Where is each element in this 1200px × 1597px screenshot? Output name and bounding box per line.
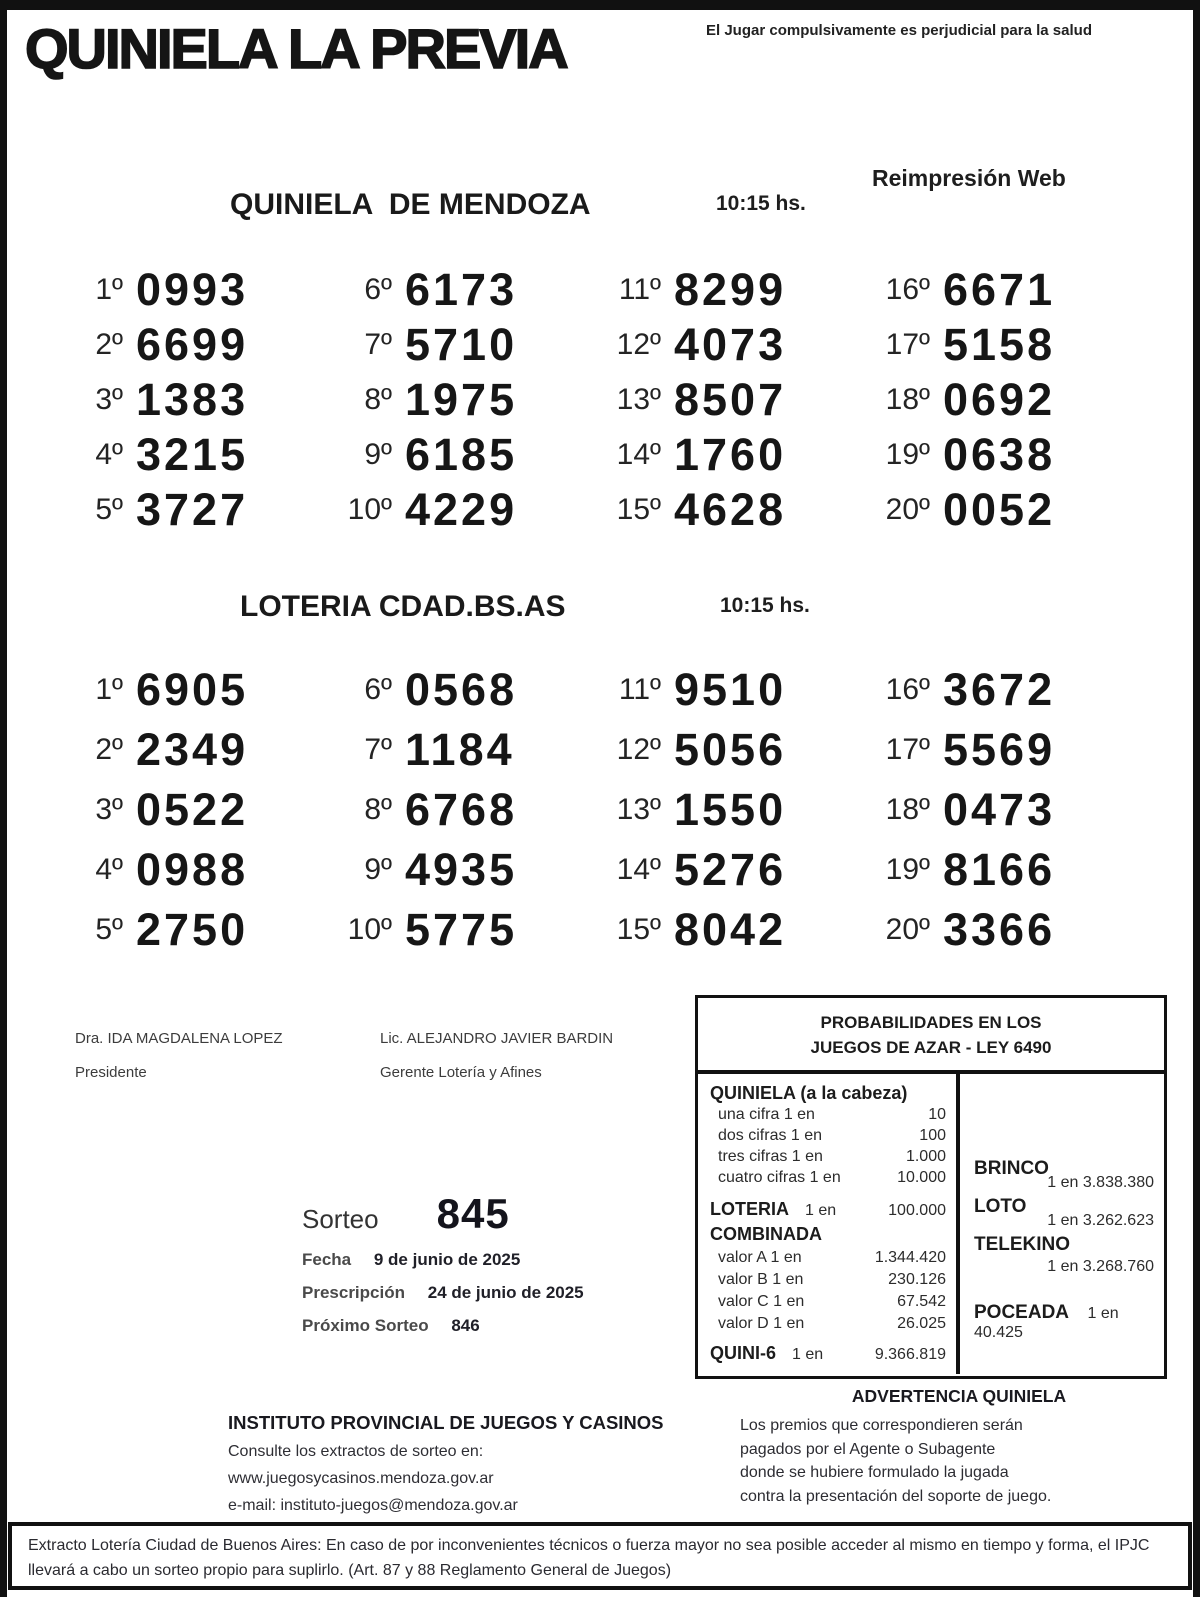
game-name: BRINCO	[974, 1158, 1049, 1179]
result-item	[331, 780, 600, 840]
result-number: 8042	[674, 904, 787, 955]
result-position: 8º	[364, 382, 392, 416]
result-number: 0988	[136, 844, 249, 895]
result-position: 2º	[95, 733, 123, 766]
result-number: 5710	[405, 318, 518, 370]
result-position: 8º	[364, 793, 392, 826]
result-item	[62, 317, 331, 372]
result-position: 3º	[95, 793, 123, 826]
result-position: 18º	[885, 382, 930, 416]
odds-label: valor A 1 en	[718, 1249, 802, 1266]
result-item	[331, 720, 600, 780]
odds-value: 230.126	[888, 1271, 946, 1288]
odds-value: 100	[919, 1127, 946, 1144]
signature-role: Gerente Lotería y Afines	[380, 1064, 542, 1081]
result-number: 2349	[136, 724, 249, 775]
result-position: 15º	[616, 913, 661, 946]
result-number: 6173	[405, 263, 518, 315]
odds-row	[710, 1269, 946, 1291]
signature-president	[75, 1030, 283, 1081]
quiniela-warning-line: pagados por el Agente o Subagente	[740, 1440, 996, 1458]
result-number: 4073	[674, 318, 787, 370]
result-number: 3366	[943, 904, 1056, 955]
result-position: 17º	[885, 327, 930, 361]
page-border-top	[0, 0, 1200, 10]
result-item	[62, 840, 331, 900]
draw-number-value: 845	[436, 1190, 510, 1237]
result-position: 14º	[616, 437, 661, 471]
result-position: 7º	[364, 327, 392, 361]
game-odds-item	[974, 1196, 1154, 1230]
result-position: 19º	[885, 853, 930, 886]
game-odds-value: 1 en 3.268.760	[1047, 1258, 1154, 1275]
institute-website: www.juegosycasinos.mendoza.gov.ar	[228, 1470, 494, 1487]
probabilities-title	[698, 998, 1164, 1074]
odds-row	[710, 1146, 946, 1167]
probabilities-right-column	[960, 1074, 1164, 1374]
result-position: 20º	[885, 913, 930, 946]
result-item	[600, 482, 869, 537]
result-number: 8166	[943, 844, 1056, 895]
result-position: 5º	[95, 492, 123, 526]
result-item	[869, 372, 1138, 427]
combinada-header: COMBINADA	[710, 1224, 822, 1244]
odds-label: valor C 1 en	[718, 1293, 805, 1310]
health-warning-text: El Jugar compulsivamente es perjudicial para la salud	[706, 22, 1092, 39]
result-item	[62, 262, 331, 317]
result-position: 9º	[364, 853, 392, 886]
odds-row	[710, 1125, 946, 1146]
loteria-odds-value: 100.000	[888, 1202, 946, 1219]
result-item	[331, 317, 600, 372]
result-item	[869, 780, 1138, 840]
game-odds-item	[974, 1302, 1154, 1342]
draw-date-value: 9 de junio de 2025	[373, 1250, 521, 1269]
next-draw-label: Próximo Sorteo	[302, 1316, 429, 1335]
quiniela-warning-lines	[740, 1414, 1178, 1508]
prescription-label: Prescripción	[302, 1283, 405, 1302]
result-number: 0993	[136, 263, 249, 315]
quiniela-warning-line: Los premios que correspondieren serán	[740, 1417, 1023, 1434]
result-position: 6º	[364, 673, 392, 706]
result-position: 4º	[95, 853, 123, 886]
result-number: 1975	[405, 373, 518, 425]
result-number: 6905	[136, 664, 249, 715]
game-name: TELEKINO	[974, 1234, 1071, 1255]
probabilities-title-line1: PROBABILIDADES EN LOS	[820, 1013, 1042, 1032]
result-position: 9º	[364, 437, 392, 471]
odds-value: 1.344.420	[874, 1249, 946, 1266]
odds-row	[710, 1167, 946, 1188]
odds-label: valor D 1 en	[718, 1315, 805, 1332]
quini6-odds-value: 9.366.819	[874, 1346, 946, 1363]
footer-disclaimer-box	[8, 1522, 1192, 1590]
game-odds-value: 1 en 3.838.380	[1047, 1174, 1154, 1191]
result-number: 4628	[674, 483, 787, 535]
result-item	[869, 720, 1138, 780]
results-grid-mendoza	[62, 262, 1138, 537]
quiniela-warning-block	[740, 1386, 1178, 1508]
signature-name: Lic. ALEJANDRO JAVIER BARDIN	[380, 1030, 614, 1047]
odds-label: dos cifras 1 en	[718, 1127, 823, 1144]
result-item	[62, 660, 331, 720]
probabilities-left-column	[698, 1074, 960, 1374]
loteria-odds-row	[710, 1197, 946, 1223]
combinada-odds-rows	[710, 1247, 946, 1335]
probabilities-title-line2: JUEGOS DE AZAR - LEY 6490	[810, 1038, 1052, 1057]
draw-title-bsas: LOTERIA CDAD.BS.AS	[240, 590, 566, 623]
prescription-row	[302, 1282, 584, 1304]
institute-name: INSTITUTO PROVINCIAL DE JUEGOS Y CASINOS	[228, 1412, 664, 1433]
draw-info-block	[302, 1190, 584, 1337]
result-number: 1184	[405, 724, 515, 775]
loteria-odds-mid: 1 en	[805, 1202, 837, 1219]
result-number: 6768	[405, 784, 518, 835]
odds-label: una cifra 1 en	[718, 1106, 815, 1123]
result-position: 16º	[885, 272, 930, 306]
quiniela-odds-header: QUINIELA (a la cabeza)	[710, 1083, 908, 1103]
result-item	[869, 840, 1138, 900]
result-item	[331, 262, 600, 317]
draw-time-mendoza: 10:15 hs.	[716, 192, 806, 215]
result-position: 7º	[364, 733, 392, 766]
result-position: 10º	[347, 492, 392, 526]
result-item	[600, 427, 869, 482]
result-number: 0568	[405, 664, 518, 715]
game-name: POCEADA	[974, 1302, 1070, 1323]
game-odds-value: 1 en 40.425	[974, 1305, 1119, 1341]
game-odds-item	[974, 1158, 1154, 1192]
result-item	[869, 427, 1138, 482]
result-item	[62, 720, 331, 780]
result-position: 10º	[347, 913, 392, 946]
result-position: 19º	[885, 437, 930, 471]
result-item	[331, 660, 600, 720]
result-item	[62, 900, 331, 960]
result-number: 5775	[405, 904, 518, 955]
result-number: 3727	[136, 483, 249, 535]
result-number: 6671	[943, 263, 1056, 315]
signature-manager	[380, 1030, 613, 1081]
quini6-odds-row	[710, 1341, 946, 1367]
result-item	[600, 262, 869, 317]
result-number: 1383	[136, 373, 249, 425]
loteria-label: LOTERIA	[710, 1199, 789, 1219]
result-number: 4935	[405, 844, 518, 895]
result-position: 20º	[885, 492, 930, 526]
result-number: 8507	[674, 373, 787, 425]
result-item	[869, 900, 1138, 960]
quiniela-warning-line: donde se hubiere formulado la jugada	[740, 1464, 1009, 1481]
result-number: 6185	[405, 428, 518, 480]
odds-value: 67.542	[897, 1293, 946, 1310]
result-position: 11º	[618, 272, 661, 306]
draw-title-mendoza: QUINIELA DE MENDOZA	[230, 188, 591, 221]
result-item	[331, 900, 600, 960]
result-number: 0473	[943, 784, 1056, 835]
result-number: 5569	[943, 724, 1056, 775]
result-number: 3672	[943, 664, 1056, 715]
result-number: 5056	[674, 724, 787, 775]
result-position: 12º	[616, 733, 661, 766]
game-name: LOTO	[974, 1196, 1027, 1217]
result-position: 13º	[616, 382, 661, 416]
result-number: 6699	[136, 318, 249, 370]
result-position: 1º	[95, 272, 123, 306]
result-position: 18º	[885, 793, 930, 826]
result-position: 5º	[95, 913, 123, 946]
page-border-left	[0, 0, 7, 1597]
institute-consult-line: Consulte los extractos de sorteo en:	[228, 1443, 484, 1460]
result-position: 6º	[364, 272, 392, 306]
result-position: 12º	[616, 327, 661, 361]
game-odds-value: 1 en 3.262.623	[1047, 1212, 1154, 1229]
result-position: 14º	[616, 853, 661, 886]
draw-time-bsas: 10:15 hs.	[720, 594, 810, 617]
result-number: 0522	[136, 784, 249, 835]
quiniela-odds-rows	[710, 1104, 946, 1188]
next-draw-value: 846	[451, 1316, 480, 1335]
institute-block	[228, 1412, 664, 1515]
result-number: 2750	[136, 904, 249, 955]
result-item	[62, 427, 331, 482]
result-number: 9510	[674, 664, 787, 715]
prescription-value: 24 de junio de 2025	[427, 1283, 584, 1302]
result-number: 1760	[674, 428, 787, 480]
result-position: 15º	[616, 492, 661, 526]
draw-number-label: Sorteo	[302, 1204, 379, 1234]
result-number: 0638	[943, 428, 1056, 480]
result-number: 8299	[674, 263, 787, 315]
result-number: 0052	[943, 483, 1056, 535]
result-item	[331, 482, 600, 537]
odds-row	[710, 1247, 946, 1269]
quini6-label: QUINI-6	[710, 1343, 777, 1363]
page-border-right	[1193, 0, 1200, 1597]
odds-label: cuatro cifras 1 en	[718, 1169, 841, 1186]
result-item	[600, 317, 869, 372]
result-item	[331, 840, 600, 900]
result-position: 13º	[616, 793, 661, 826]
odds-row	[710, 1291, 946, 1313]
institute-email: e-mail: instituto-juegos@mendoza.gov.ar	[228, 1497, 518, 1514]
odds-label: valor B 1 en	[718, 1271, 804, 1288]
draw-number-row	[302, 1190, 584, 1238]
result-position: 1º	[95, 673, 123, 706]
quiniela-warning-title: ADVERTENCIA QUINIELA	[851, 1386, 1067, 1406]
results-grid-bsas	[62, 660, 1138, 960]
result-item	[331, 372, 600, 427]
result-number: 1550	[674, 784, 787, 835]
next-draw-row	[302, 1315, 584, 1337]
result-item	[600, 720, 869, 780]
probabilities-body	[698, 1074, 1164, 1374]
result-number: 3215	[136, 428, 249, 480]
game-odds-item	[974, 1234, 1154, 1276]
odds-value: 1.000	[905, 1148, 946, 1165]
result-position: 2º	[95, 327, 123, 361]
quiniela-warning-line: contra la presentación del soporte de juego.	[740, 1487, 1052, 1505]
result-item	[62, 482, 331, 537]
odds-value: 10.000	[897, 1169, 946, 1186]
odds-row	[710, 1313, 946, 1335]
result-item	[600, 660, 869, 720]
quini6-odds-mid: 1 en	[792, 1346, 824, 1363]
result-item	[331, 427, 600, 482]
result-item	[62, 780, 331, 840]
result-number: 5158	[943, 318, 1056, 370]
signature-name: Dra. IDA MAGDALENA LOPEZ	[75, 1030, 283, 1047]
result-position: 16º	[885, 673, 930, 706]
result-item	[869, 660, 1138, 720]
result-item	[600, 780, 869, 840]
result-item	[869, 262, 1138, 317]
result-item	[62, 372, 331, 427]
web-reprint-label: Reimpresión Web	[872, 165, 1066, 191]
result-position: 3º	[95, 382, 123, 416]
page-title: QUINIELA LA PREVIA	[25, 17, 567, 80]
draw-date-label: Fecha	[302, 1250, 352, 1269]
result-position: 17º	[885, 733, 930, 766]
result-item	[869, 317, 1138, 372]
result-number: 4229	[405, 483, 518, 535]
result-item	[600, 372, 869, 427]
result-number: 0692	[943, 373, 1056, 425]
result-item	[869, 482, 1138, 537]
draw-date-row	[302, 1249, 584, 1271]
odds-value: 10	[928, 1106, 946, 1123]
result-position: 4º	[95, 437, 123, 471]
odds-value: 26.025	[897, 1315, 946, 1332]
odds-label: tres cifras 1 en	[718, 1148, 823, 1165]
odds-row	[710, 1104, 946, 1125]
footer-disclaimer-text: Extracto Lotería Ciudad de Buenos Aires: En caso de por inconvenientes técnicos o fuerza mayor no sea posible acceder al mismo en tiempo y forma, el IPJC llevará a cabo un sorteo propio para suplirlo. (Art. 87 y 88 Reglamento General de Juegos)	[28, 1537, 1150, 1579]
result-item	[600, 900, 869, 960]
result-item	[600, 840, 869, 900]
signature-role: Presidente	[75, 1064, 147, 1081]
probabilities-box	[695, 995, 1167, 1379]
result-number: 5276	[674, 844, 787, 895]
result-position: 11º	[618, 673, 661, 706]
